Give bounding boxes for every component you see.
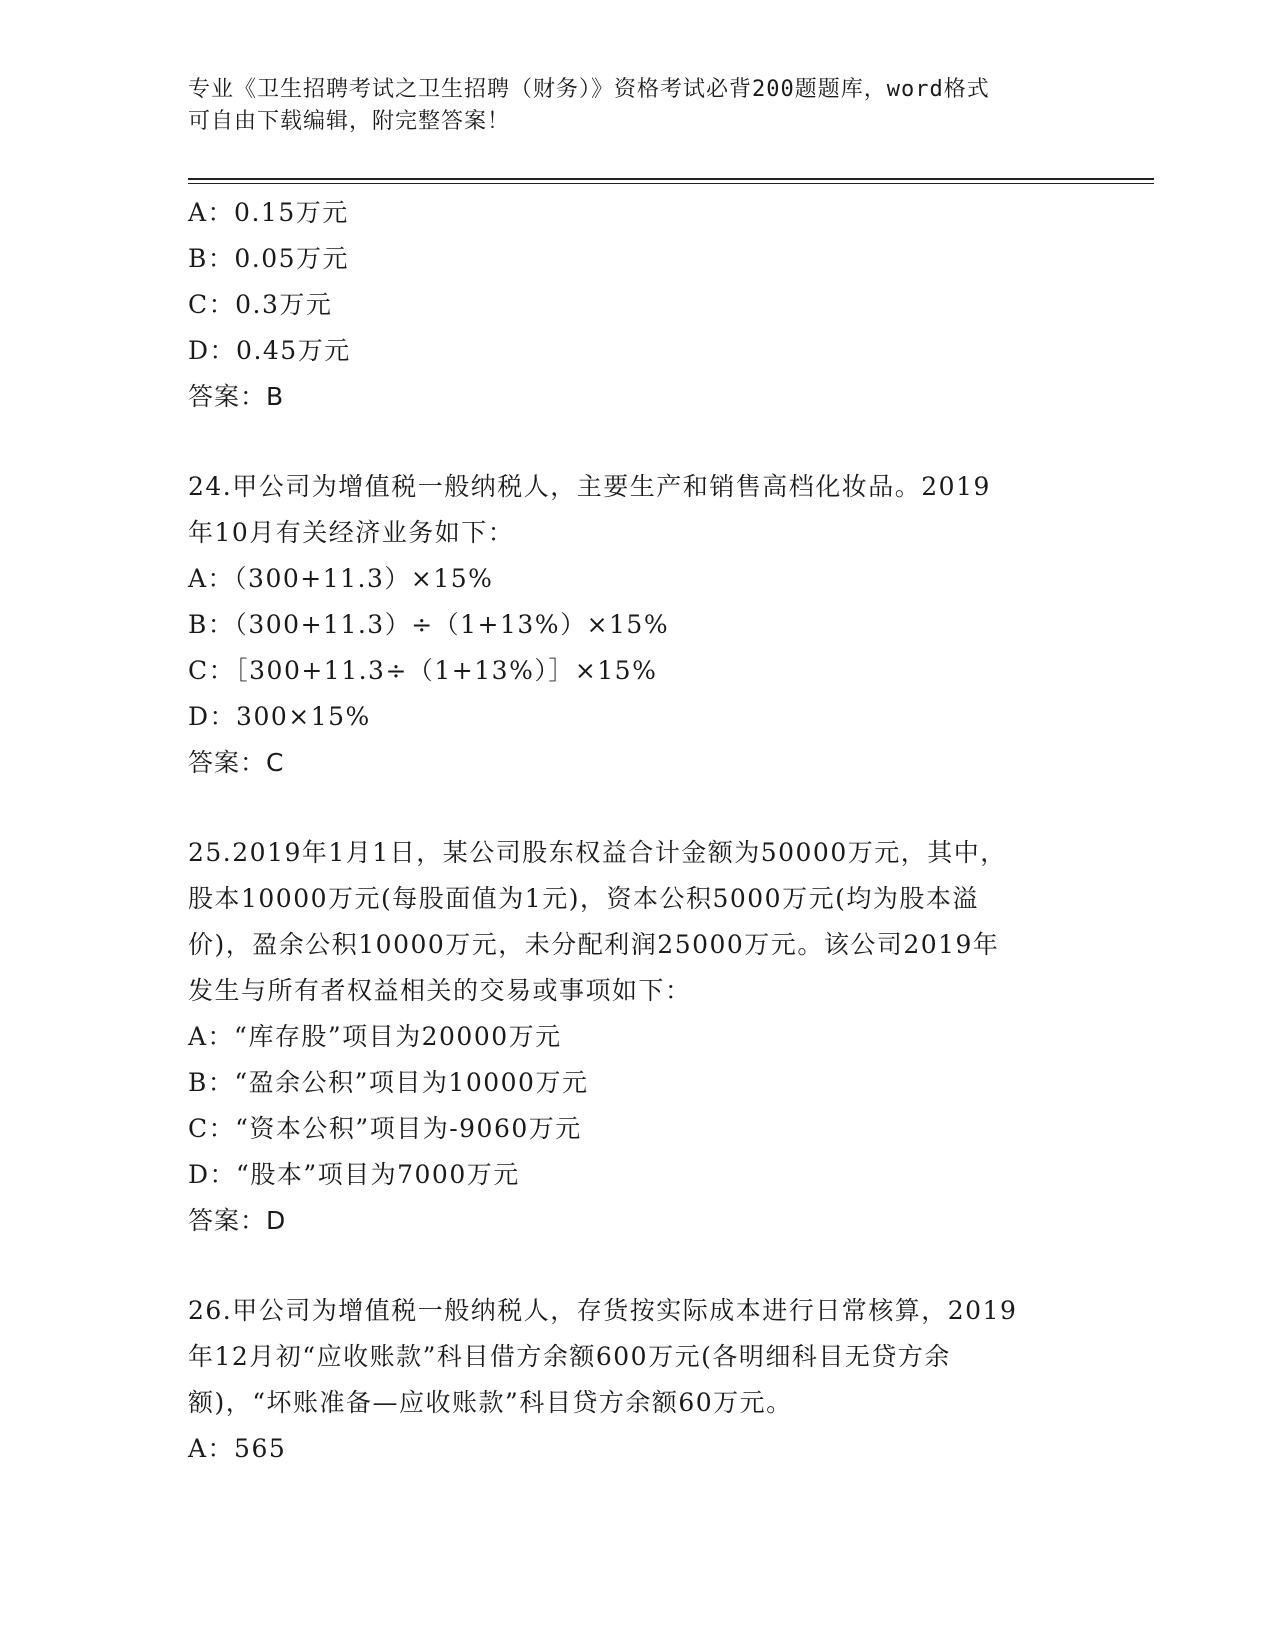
answer-line: 答案：B: [188, 382, 285, 411]
option-b: B：0.05万元: [188, 244, 350, 273]
header-rule-thin: [188, 183, 1154, 184]
question-23: [188, 190, 1088, 420]
question-stem-line: 25.2019年1月1日，某公司股东权益合计金额为50000万元，其中，: [188, 838, 1007, 867]
question-stem-line: 年10月有关经济业务如下：: [188, 518, 515, 547]
option-c: C：［300+11.3÷（1+13%）］×15%: [188, 656, 658, 685]
question-stem-line: 股本10000万元(每股面值为1元)，资本公积5000万元(均为股本溢: [188, 884, 979, 913]
option-a: A：565: [188, 1434, 287, 1463]
question-stem-line: 年12月初“应收账款”科目借方余额600万元(各明细科目无贷方余: [188, 1342, 951, 1371]
question-stem-line: 额)，“坏账准备—应收账款”科目贷方余额60万元。: [188, 1388, 793, 1417]
header-rule-thick: [188, 178, 1154, 180]
option-b: B：“盈余公积”项目为10000万元: [188, 1068, 589, 1097]
option-b: B：（300+11.3）÷（1+13%）×15%: [188, 610, 670, 639]
question-25: [188, 830, 1088, 1244]
question-content: [188, 190, 1088, 1472]
option-c: C：“资本公积”项目为-9060万元: [188, 1114, 582, 1143]
option-d: D：“股本”项目为7000万元: [188, 1160, 520, 1189]
option-a: A：“库存股”项目为20000万元: [188, 1022, 562, 1051]
question-stem-line: 价)，盈余公积10000万元，未分配利润25000万元。该公司2019年: [188, 930, 1000, 959]
question-24: [188, 464, 1088, 786]
option-d: D：300×15%: [188, 702, 371, 731]
question-stem-line: 24.甲公司为增值税一般纳税人，主要生产和销售高档化妆品。2019: [188, 472, 991, 501]
question-stem-line: 26.甲公司为增值税一般纳税人，存货按实际成本进行日常核算，2019: [188, 1296, 1018, 1325]
question-26: [188, 1288, 1088, 1472]
document-header: [188, 74, 1088, 138]
option-d: D：0.45万元: [188, 336, 351, 365]
answer-line: 答案：C: [188, 748, 285, 777]
option-c: C：0.3万元: [188, 290, 333, 319]
question-stem-line: 发生与所有者权益相关的交易或事项如下：: [188, 976, 692, 1005]
option-a: A：0.15万元: [188, 198, 349, 227]
header-line-1: 专业《卫生招聘考试之卫生招聘（财务）》资格考试必背200题题库，word格式: [188, 77, 990, 102]
header-line-2: 可自由下载编辑，附完整答案！: [188, 109, 511, 134]
answer-line: 答案：D: [188, 1206, 287, 1235]
option-a: A：（300+11.3）×15%: [188, 564, 494, 593]
